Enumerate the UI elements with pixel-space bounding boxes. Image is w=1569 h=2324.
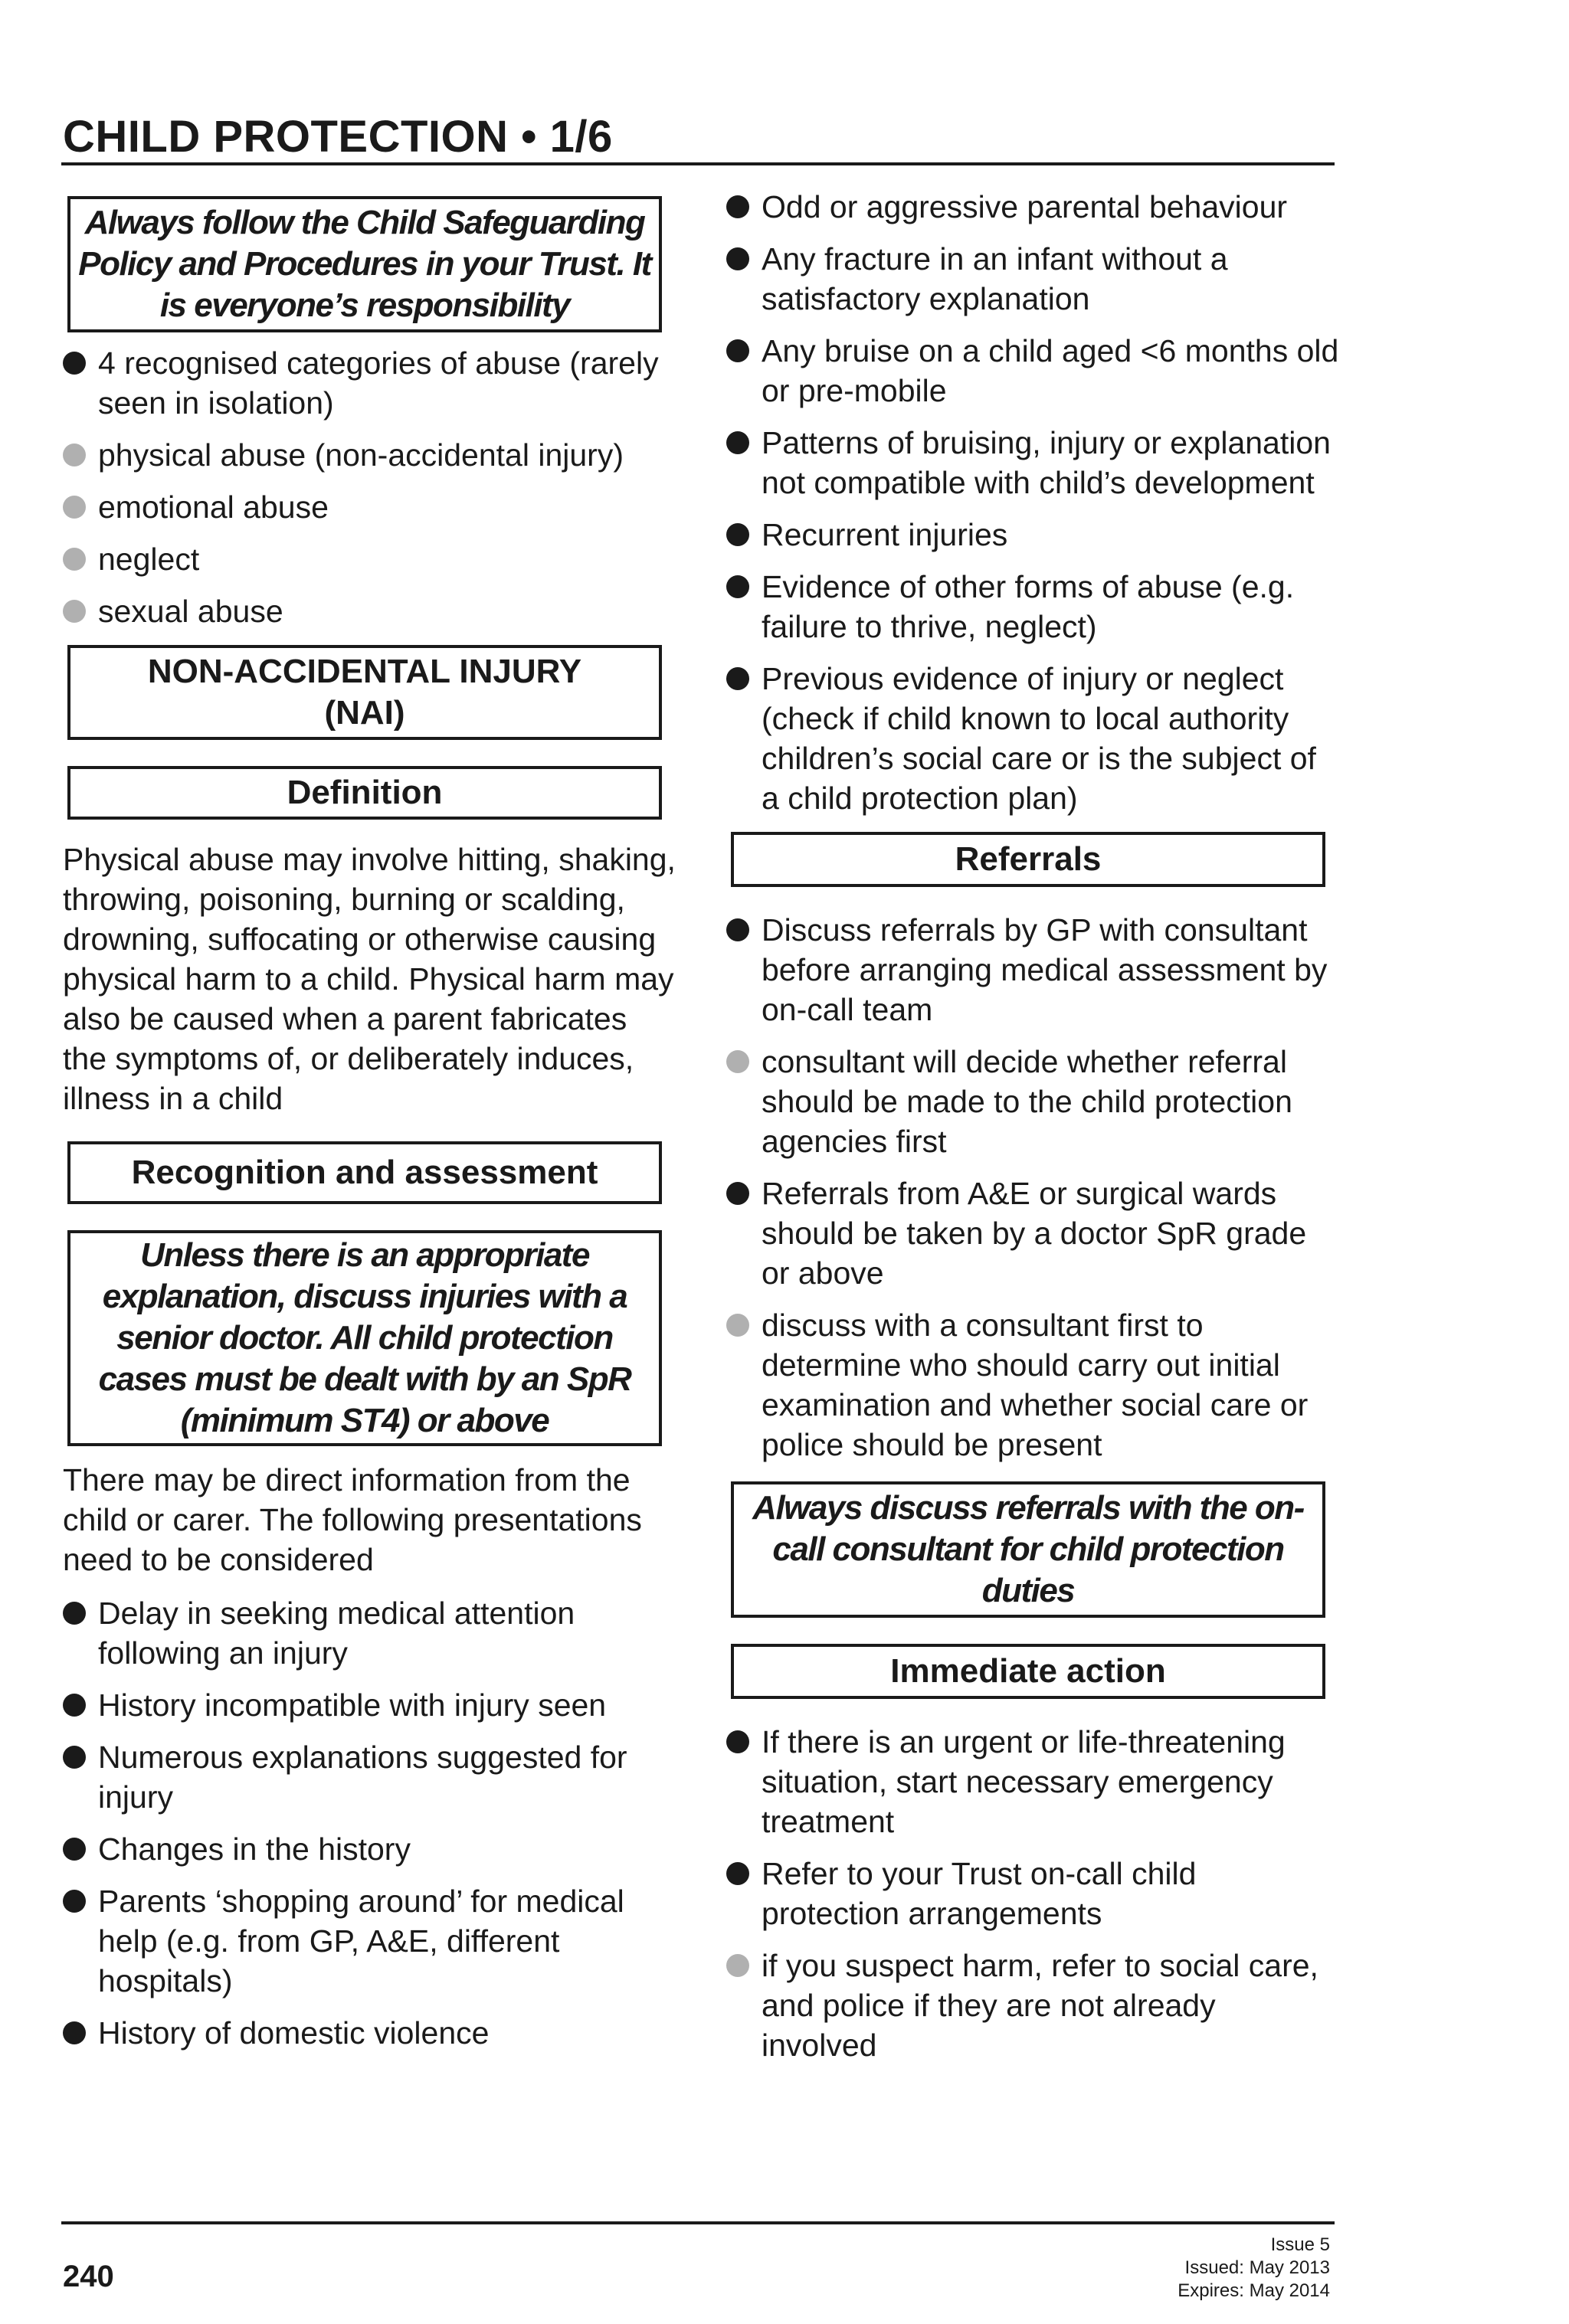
- presentations-continued-list: [726, 187, 1339, 818]
- right-column: [726, 187, 1339, 2077]
- list-item: Refer to your Trust on-call child protection arrangements: [726, 1854, 1339, 1933]
- list-item: consultant will decide whether referral should be made to the child protection agencies first: [726, 1042, 1339, 1161]
- sub-bullet-dot: [726, 1314, 749, 1337]
- list-item: If there is an urgent or life-threatening situation, start necessary emergency treatment: [726, 1722, 1339, 1841]
- list-item: Previous evidence of injury or neglect (check if child known to local authority children’s social care or is the subject of a child protection plan): [726, 659, 1339, 818]
- bullet-dot: [63, 352, 86, 375]
- list-item: Changes in the history: [63, 1829, 676, 1869]
- list-item: discuss with a consultant first to determine who should carry out initial examination and whether social care or police should be present: [726, 1305, 1339, 1465]
- definition-heading-box: Definition: [67, 766, 662, 820]
- list-item: 4 recognised categories of abuse (rarely seen in isolation): [63, 343, 676, 423]
- bullet-dot: [63, 1694, 86, 1717]
- bullet-dot: [726, 575, 749, 598]
- list-item: History incompatible with injury seen: [63, 1685, 676, 1725]
- list-item: Evidence of other forms of abuse (e.g. failure to thrive, neglect): [726, 567, 1339, 646]
- sub-bullet-dot: [726, 1050, 749, 1073]
- footer-divider: [61, 2221, 1335, 2224]
- left-column: [63, 188, 676, 2065]
- sub-bullet-dot: [63, 444, 86, 466]
- sub-bullet-dot: [726, 1954, 749, 1977]
- list-item: Delay in seeking medical attention following an injury: [63, 1593, 676, 1673]
- definition-text: Physical abuse may involve hitting, shaking, throwing, poisoning, burning or scalding, drowning, suffocating or otherwise causing physical harm to a child. Physical harm may also be caused when a parent fabricates the symptoms of, or deliberately induces, illness in a child: [63, 842, 676, 1116]
- bullet-dot: [726, 523, 749, 546]
- recognition-callout-box: Unless there is an appropriate explanation, discuss injuries with a senior doctor. All child protection cases must be dealt with by an SpR (minimum ST4) or above: [67, 1230, 662, 1446]
- list-item: Discuss referrals by GP with consultant before arranging medical assessment by on-call team: [726, 910, 1339, 1029]
- page-number: 240: [63, 2260, 114, 2293]
- presentations-list: [63, 1593, 676, 2053]
- list-item: Referrals from A&E or surgical wards should be taken by a doctor SpR grade or above: [726, 1173, 1339, 1293]
- nai-heading-box: NON-ACCIDENTAL INJURY (NAI): [67, 645, 662, 740]
- referrals-heading-box: Referrals: [731, 832, 1325, 887]
- list-item: emotional abuse: [63, 487, 676, 527]
- presentations-intro: There may be direct information from the child or carer. The following presentations need to be considered: [63, 1462, 642, 1577]
- abuse-categories-list: [63, 343, 676, 631]
- list-item: Odd or aggressive parental behaviour: [726, 187, 1339, 227]
- bullet-dot: [726, 247, 749, 270]
- list-item: Parents ‘shopping around’ for medical help (e.g. from GP, A&E, different hospitals): [63, 1881, 676, 2001]
- list-item: neglect: [63, 539, 676, 579]
- issue-info: [1178, 2234, 1330, 2303]
- issue-number: Issue 5: [1270, 2234, 1330, 2255]
- referrals-list: [726, 910, 1339, 1465]
- issued-date: Issued: May 2013: [1184, 2257, 1330, 2278]
- immediate-action-list: [726, 1722, 1339, 2065]
- bullet-dot: [63, 1890, 86, 1913]
- bullet-dot: [63, 1602, 86, 1625]
- immediate-action-heading-box: Immediate action: [731, 1644, 1325, 1699]
- bullet-dot: [63, 2021, 86, 2044]
- bullet-dot: [63, 1746, 86, 1769]
- list-item: Patterns of bruising, injury or explanation not compatible with child’s development: [726, 423, 1339, 502]
- referrals-callout-box: Always discuss referrals with the on-call consultant for child protection duties: [731, 1481, 1325, 1618]
- bullet-dot: [63, 1838, 86, 1861]
- list-item: Recurrent injuries: [726, 515, 1339, 555]
- title-divider: [61, 162, 1335, 165]
- bullet-dot: [726, 918, 749, 941]
- list-item: History of domestic violence: [63, 2013, 676, 2053]
- bullet-dot: [726, 667, 749, 690]
- list-item: Any bruise on a child aged <6 months old or pre-mobile: [726, 331, 1339, 411]
- page-title: CHILD PROTECTION • 1/6: [63, 112, 613, 162]
- bullet-dot: [726, 1182, 749, 1205]
- sub-bullet-dot: [63, 496, 86, 519]
- list-item: sexual abuse: [63, 591, 676, 631]
- list-item: Numerous explanations suggested for injury: [63, 1737, 676, 1817]
- list-item: Any fracture in an infant without a satisfactory explanation: [726, 239, 1339, 319]
- sub-bullet-dot: [63, 548, 86, 571]
- bullet-dot: [726, 431, 749, 454]
- list-item: if you suspect harm, refer to social care, and police if they are not already involved: [726, 1946, 1339, 2065]
- sub-bullet-dot: [63, 600, 86, 623]
- bullet-dot: [726, 1862, 749, 1885]
- policy-callout-box: Always follow the Child Safeguarding Policy and Procedures in your Trust. It is everyone’s responsibility: [67, 196, 662, 332]
- bullet-dot: [726, 195, 749, 218]
- list-item: physical abuse (non-accidental injury): [63, 435, 676, 475]
- bullet-dot: [726, 339, 749, 362]
- expiry-date: Expires: May 2014: [1178, 2280, 1330, 2301]
- recognition-heading-box: Recognition and assessment: [67, 1141, 662, 1204]
- bullet-dot: [726, 1730, 749, 1753]
